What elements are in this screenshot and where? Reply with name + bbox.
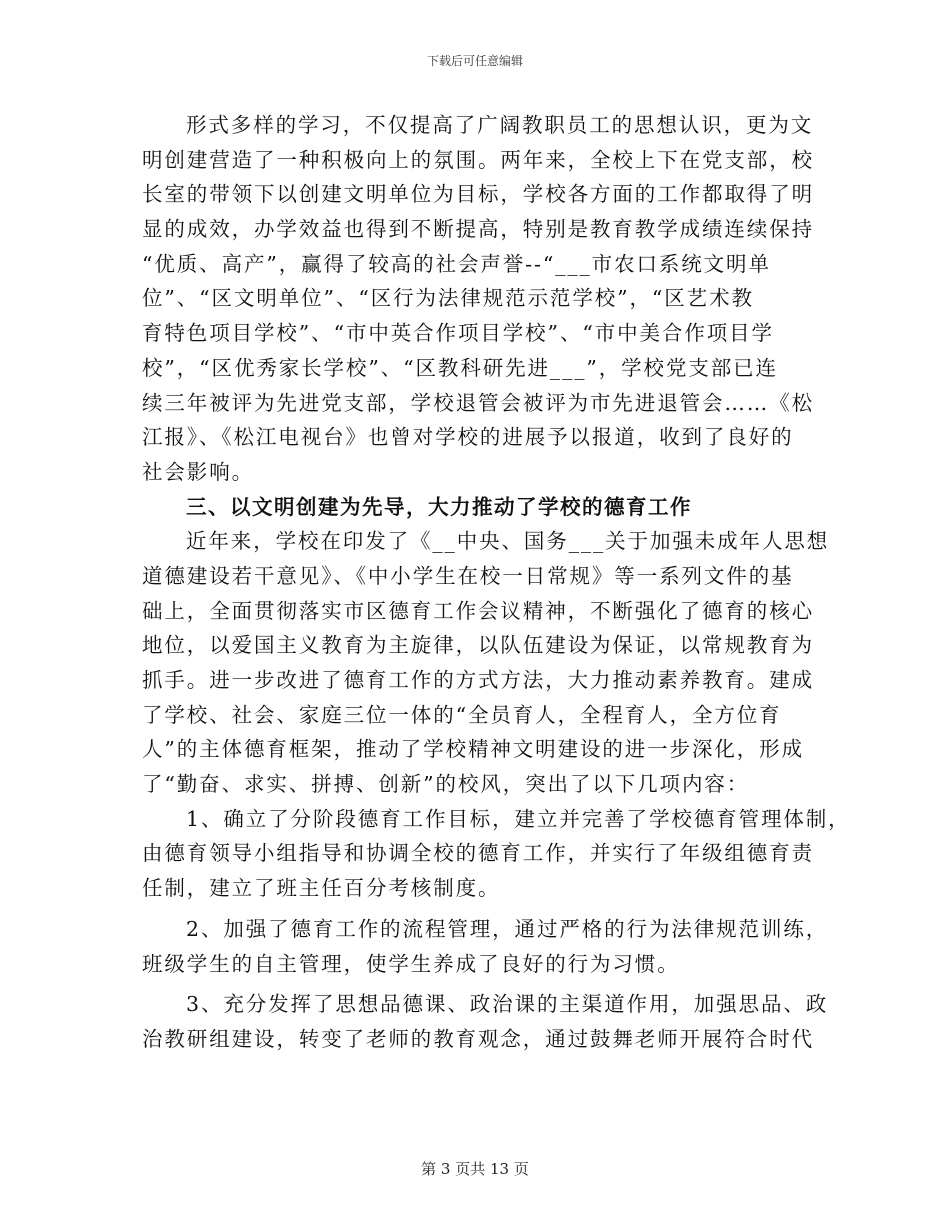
- paragraph-line: 显的成效，办学效益也得到不断提高，特别是教育教学成绩连续保持: [142, 217, 814, 242]
- paragraph-line: 长室的带领下以创建文明单位为目标，学校各方面的工作都取得了明: [142, 182, 814, 207]
- list-item-line: 班级学生的自主管理，使学生养成了良好的行为习惯。: [142, 951, 680, 976]
- list-item-line: 3、充分发挥了思想品德课、政治课的主渠道作用，加强思品、政: [186, 992, 829, 1017]
- paragraph-line: 续三年被评为先进党支部，学校退管会被评为市先进退管会……《松: [142, 390, 814, 415]
- paragraph-line: 了“勤奋、求实、拼搏、创新”的校风，突出了以下几项内容：: [142, 772, 750, 797]
- paragraph-line: 江报》、《松江电视台》也曾对学校的进展予以报道，收到了良好的: [142, 425, 794, 450]
- paragraph-line: 地位，以爱国主义教育为主旋律，以队伍建设为保证，以常规教育为: [142, 633, 814, 658]
- paragraph-line: 形式多样的学习，不仅提高了广阔教职员工的思想认识，更为文: [186, 113, 814, 137]
- page-number: 第 3 页共 13 页: [421, 1160, 529, 1178]
- page-header-note: 下载后可任意编辑: [426, 54, 523, 68]
- paragraph-line: 近年来，学校在印发了《__中央、国务___关于加强未成年人思想: [186, 529, 830, 554]
- section-heading: 三、以文明创建为先导，大力推动了学校的德育工作: [186, 494, 692, 519]
- paragraph-line: 校”，“区优秀家长学校”、“区教科研先进___”，学校党支部已连: [142, 355, 778, 380]
- paragraph-line: 明创建营造了一种积极向上的氛围。两年来，全校上下在党支部，校: [142, 147, 814, 172]
- paragraph-line: 社会影响。: [142, 459, 254, 484]
- paragraph-line: 人”的主体德育框架，推动了学校精神文明建设的进一步深化，形成: [142, 737, 804, 762]
- list-item-line: 1、确立了分阶段德育工作目标，建立并完善了学校德育管理体制，: [186, 806, 851, 831]
- paragraph-line: 抓手。进一步改进了德育工作的方式方法，大力推动素养教育。建成: [142, 668, 814, 692]
- paragraph-line: 道德建设若干意见》、《中小学生在校一日常规》等一系列文件的基: [142, 563, 794, 588]
- list-item-line: 任制，建立了班主任百分考核制度。: [142, 876, 501, 901]
- paragraph-line: 础上，全面贯彻落实市区德育工作会议精神，不断强化了德育的核心: [142, 598, 814, 623]
- paragraph-line: 育特色项目学校”、“市中英合作项目学校”、“市中美合作项目学: [142, 321, 774, 346]
- paragraph-line: “优质、高产”，赢得了较高的社会声誉--“___市农口系统文明单: [142, 251, 771, 276]
- document-body: [142, 108, 851, 1057]
- paragraph-line: 位”、“区文明单位”、“区行为法律规范示范学校”，“区艺术教: [142, 286, 754, 311]
- paragraph-line: 了学校、社会、家庭三位一体的“全员育人，全程育人，全方位育: [142, 702, 782, 727]
- list-item-line: 由德育领导小组指导和协调全校的德育工作，并实行了年级组德育责: [142, 841, 814, 866]
- list-item-line: 2、加强了德育工作的流程管理，通过严格的行为法律规范训练，: [186, 916, 829, 941]
- list-item-line: 治教研组建设，转变了老师的教育观念，通过鼓舞老师开展符合时代: [142, 1026, 814, 1051]
